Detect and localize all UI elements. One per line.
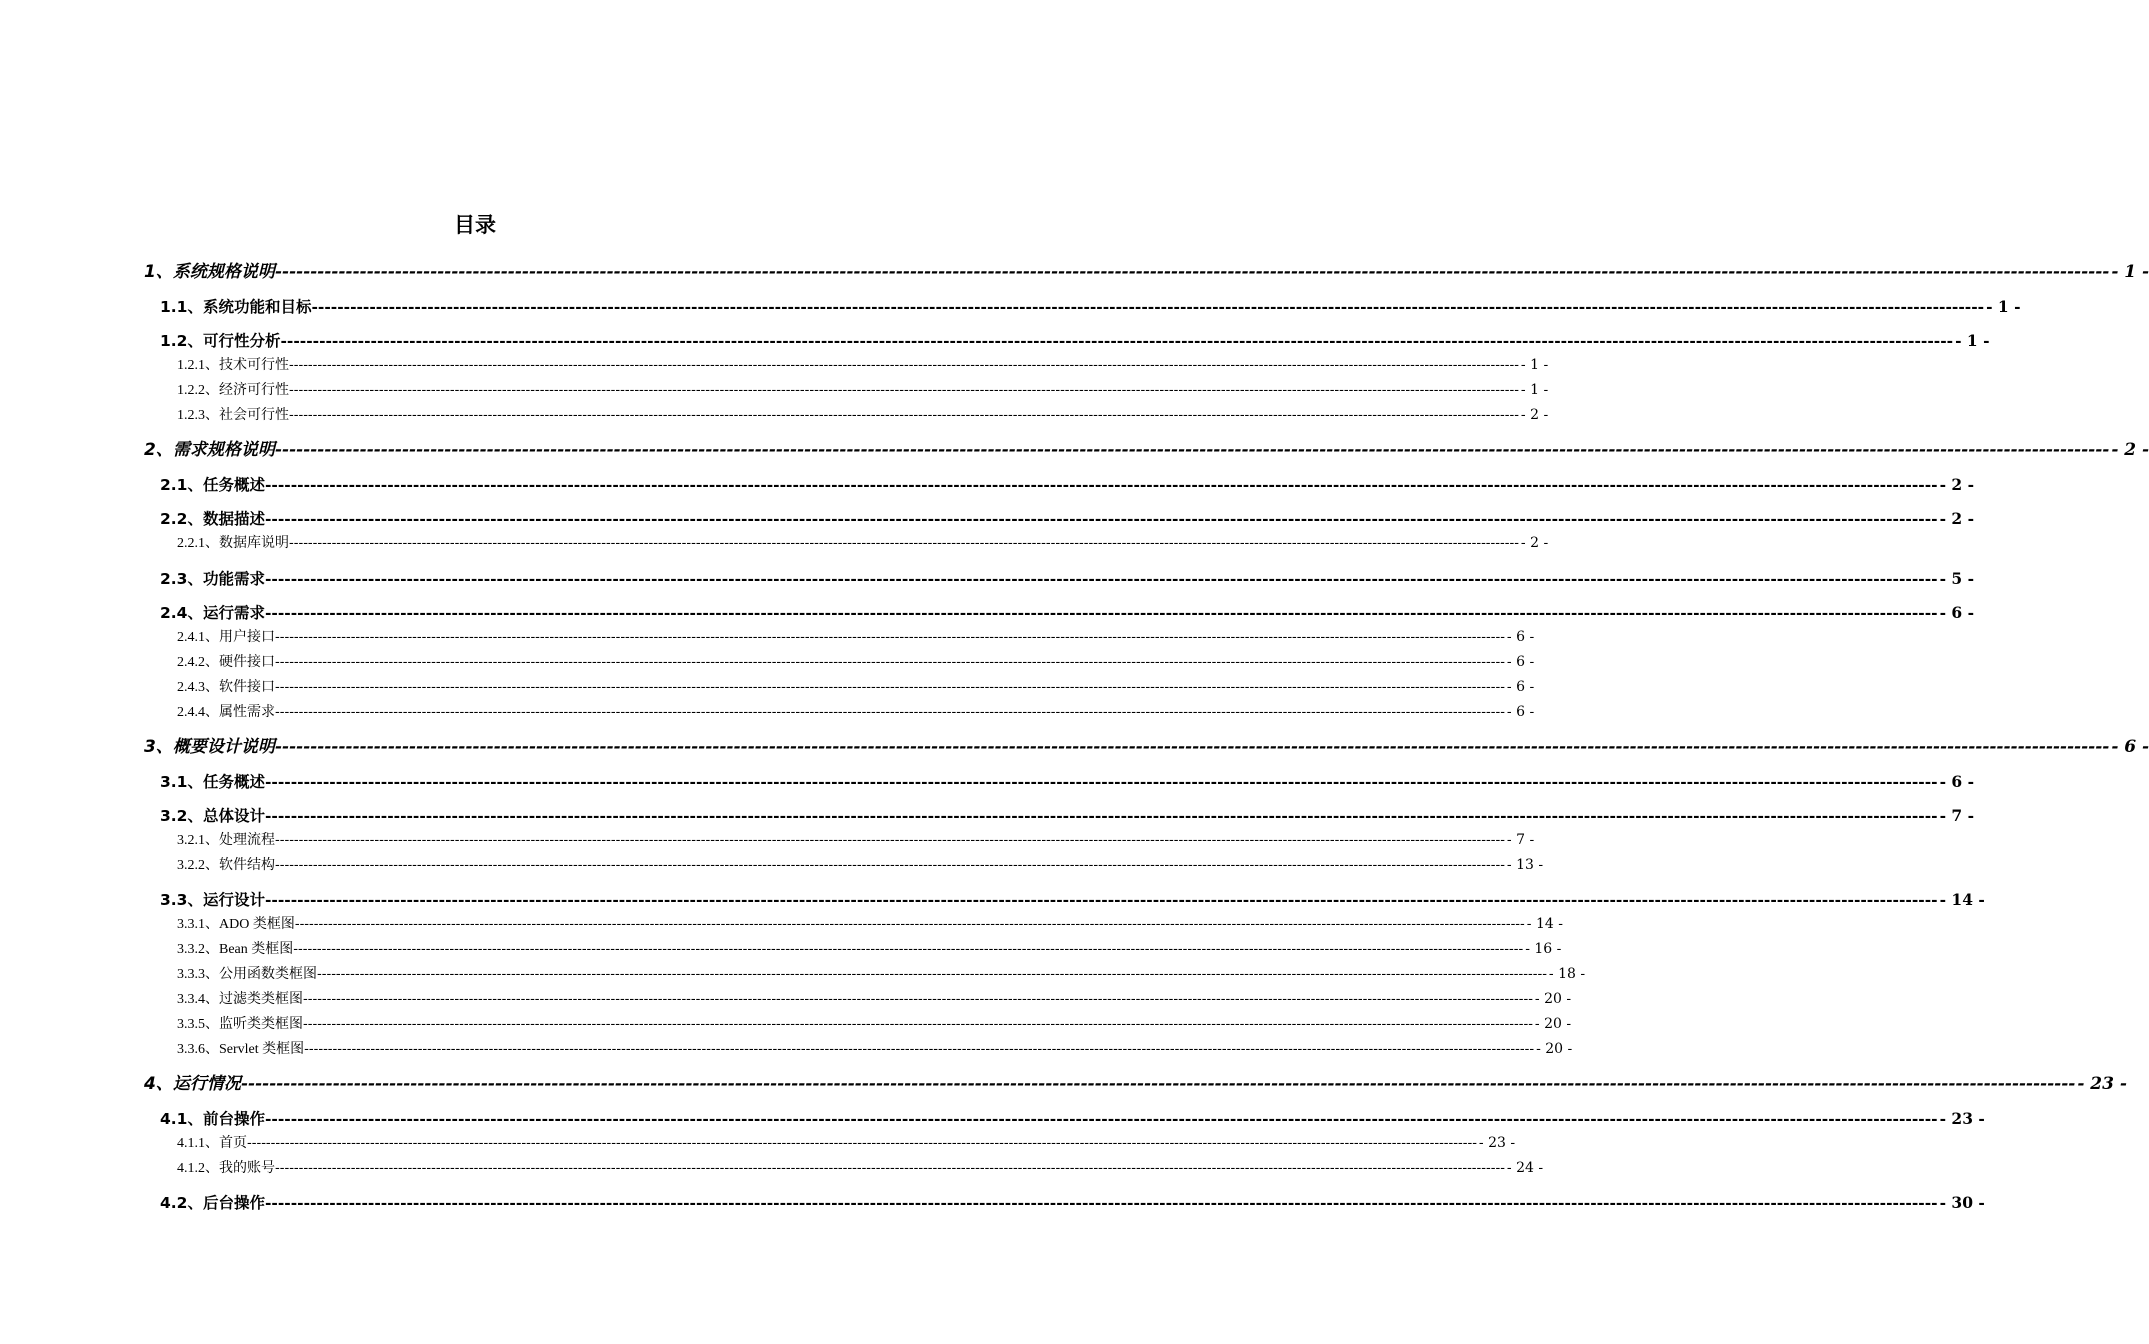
toc-entry[interactable] xyxy=(177,405,1549,426)
toc-entry-page-number: - 18 - xyxy=(1548,966,1586,982)
toc-entry-page-number: - 14 - xyxy=(1526,916,1563,932)
toc-entry-page-number: - 20 - xyxy=(1534,991,1572,1007)
dot-leader: -------------------------------------------------------------------------------------------------------------------------------------------------------------------------------------------------------------------------------------------------------------------- xyxy=(275,832,1505,848)
toc-entry-label: 4.1、前台操作 xyxy=(160,1110,265,1128)
toc-entry-label: 1.2.1、技术可行性 xyxy=(177,358,289,373)
toc-entry-label: 3.1、任务概述 xyxy=(160,773,265,791)
toc-entry[interactable] xyxy=(160,805,1975,827)
toc-entry-page-number: - 23 - xyxy=(2077,1074,2127,1094)
toc-entry-label: 4.2、后台操作 xyxy=(160,1194,265,1212)
toc-entry-label: 2.2.1、数据库说明 xyxy=(177,536,289,551)
dot-leader: -------------------------------------------------------------------------------------------------------------------------------------------------------------------------------------------------------------------------------------------------------------------- xyxy=(264,806,1938,825)
toc-entry[interactable] xyxy=(160,1108,1985,1130)
toc-entry[interactable] xyxy=(160,296,2021,318)
toc-entry-page-number: - 23 - xyxy=(1939,1109,1985,1128)
dot-leader: -------------------------------------------------------------------------------------------------------------------------------------------------------------------------------------------------------------------------------------------------------------------- xyxy=(275,679,1505,695)
toc-entry[interactable] xyxy=(177,939,1562,960)
dot-leader: -------------------------------------------------------------------------------------------------------------------------------------------------------------------------------------------------------------------------------------------------------------------- xyxy=(275,857,1505,873)
dot-leader: -------------------------------------------------------------------------------------------------------------------------------------------------------------------------------------------------------------------------------------------------------------------- xyxy=(289,357,1519,373)
toc-entry[interactable] xyxy=(177,627,1535,648)
toc-entry-page-number: - 6 - xyxy=(1506,654,1535,670)
toc-entry-label: 1.1、系统功能和目标 xyxy=(160,298,312,316)
dot-leader: -------------------------------------------------------------------------------------------------------------------------------------------------------------------------------------------------------------------------------------------------------------------- xyxy=(264,890,1938,909)
dot-leader: -------------------------------------------------------------------------------------------------------------------------------------------------------------------------------------------------------------------------------------------------------------------- xyxy=(275,629,1505,645)
dot-leader: -------------------------------------------------------------------------------------------------------------------------------------------------------------------------------------------------------------------------------------------------------------------- xyxy=(264,475,1938,494)
dot-leader: -------------------------------------------------------------------------------------------------------------------------------------------------------------------------------------------------------------------------------------------------------------------- xyxy=(317,966,1547,982)
toc-entry-page-number: - 1 - xyxy=(1520,357,1549,373)
toc-entry[interactable] xyxy=(177,830,1535,851)
dot-leader: -------------------------------------------------------------------------------------------------------------------------------------------------------------------------------------------------------------------------------------------------------------------- xyxy=(264,772,1938,791)
toc-entry[interactable] xyxy=(160,474,1975,496)
toc-entry-label: 3.3、运行设计 xyxy=(160,891,265,909)
toc-entry[interactable] xyxy=(177,533,1549,554)
toc-entry-page-number: - 23 - xyxy=(1478,1135,1516,1151)
toc-entry-page-number: - 2 - xyxy=(1939,475,1975,494)
toc-entry-page-number: - 7 - xyxy=(1506,832,1535,848)
dot-leader: -------------------------------------------------------------------------------------------------------------------------------------------------------------------------------------------------------------------------------------------------------------------- xyxy=(275,1160,1505,1176)
toc-entry-page-number: - 14 - xyxy=(1939,890,1985,909)
dot-leader: -------------------------------------------------------------------------------------------------------------------------------------------------------------------------------------------------------------------------------------------------------------------- xyxy=(274,262,2110,282)
toc-entry-label: 2.1、任务概述 xyxy=(160,476,265,494)
toc-entry[interactable] xyxy=(177,1133,1516,1154)
dot-leader: -------------------------------------------------------------------------------------------------------------------------------------------------------------------------------------------------------------------------------------------------------------------- xyxy=(289,382,1519,398)
toc-entry[interactable] xyxy=(144,261,2149,283)
toc-entry-page-number: - 6 - xyxy=(1506,704,1535,720)
dot-leader: -------------------------------------------------------------------------------------------------------------------------------------------------------------------------------------------------------------------------------------------------------------------- xyxy=(294,916,1525,932)
dot-leader: -------------------------------------------------------------------------------------------------------------------------------------------------------------------------------------------------------------------------------------------------------------------- xyxy=(275,704,1505,720)
toc-entry[interactable] xyxy=(177,964,1586,985)
toc-entry-page-number: - 2 - xyxy=(1520,535,1549,551)
toc-entry-label: 3、概要设计说明 xyxy=(144,737,275,757)
toc-entry[interactable] xyxy=(177,1039,1573,1060)
page-title: 目录 xyxy=(454,213,496,237)
dot-leader: -------------------------------------------------------------------------------------------------------------------------------------------------------------------------------------------------------------------------------------------------------------------- xyxy=(280,331,1954,350)
toc-entry-page-number: - 6 - xyxy=(1939,772,1975,791)
toc-entry-page-number: - 1 - xyxy=(1955,331,1990,350)
dot-leader: -------------------------------------------------------------------------------------------------------------------------------------------------------------------------------------------------------------------------------------------------------------------- xyxy=(264,569,1938,588)
toc-entry-label: 2.3、功能需求 xyxy=(160,570,265,588)
dot-leader: -------------------------------------------------------------------------------------------------------------------------------------------------------------------------------------------------------------------------------------------------------------------- xyxy=(274,737,2110,757)
dot-leader: -------------------------------------------------------------------------------------------------------------------------------------------------------------------------------------------------------------------------------------------------------------------- xyxy=(240,1074,2076,1094)
toc-entry[interactable] xyxy=(160,330,1990,352)
dot-leader: -------------------------------------------------------------------------------------------------------------------------------------------------------------------------------------------------------------------------------------------------------------------- xyxy=(303,1016,1533,1032)
toc-entry-page-number: - 6 - xyxy=(2111,737,2149,757)
toc-entry[interactable] xyxy=(177,989,1572,1010)
toc-entry-label: 3.3.2、Bean 类框图 xyxy=(177,942,294,957)
toc-entry-label: 1、系统规格说明 xyxy=(144,262,275,282)
toc-entry-page-number: - 2 - xyxy=(2111,440,2149,460)
dot-leader: -------------------------------------------------------------------------------------------------------------------------------------------------------------------------------------------------------------------------------------------------------------------- xyxy=(274,440,2110,460)
toc-entry[interactable] xyxy=(177,1158,1544,1179)
toc-entry[interactable] xyxy=(160,889,1985,911)
toc-entry[interactable] xyxy=(160,508,1975,530)
dot-leader: -------------------------------------------------------------------------------------------------------------------------------------------------------------------------------------------------------------------------------------------------------------------- xyxy=(264,1109,1938,1128)
toc-entry-page-number: - 2 - xyxy=(1520,407,1549,423)
toc-entry-page-number: - 13 - xyxy=(1506,857,1544,873)
toc-entry-page-number: - 20 - xyxy=(1536,1041,1573,1057)
toc-entry-label: 3.3.1、ADO 类框图 xyxy=(177,917,295,932)
toc-entry-page-number: - 2 - xyxy=(1939,509,1975,528)
toc-entry-page-number: - 6 - xyxy=(1506,679,1535,695)
toc-entry-page-number: - 1 - xyxy=(2111,262,2149,282)
toc-entry[interactable] xyxy=(160,771,1975,793)
toc-entry[interactable] xyxy=(160,602,1975,624)
toc-entry-label: 2、需求规格说明 xyxy=(144,440,275,460)
toc-entry[interactable] xyxy=(177,1014,1572,1035)
toc-entry-label: 1.2、可行性分析 xyxy=(160,332,281,350)
toc-entry-page-number: - 1 - xyxy=(1986,297,2021,316)
toc-entry[interactable] xyxy=(177,914,1563,935)
toc-entry[interactable] xyxy=(177,355,1549,376)
dot-leader: -------------------------------------------------------------------------------------------------------------------------------------------------------------------------------------------------------------------------------------------------------------------- xyxy=(289,535,1519,551)
toc-entry-label: 2.4.1、用户接口 xyxy=(177,630,275,645)
toc-entry-label: 2.4.2、硬件接口 xyxy=(177,655,275,670)
toc-entry-page-number: - 30 - xyxy=(1939,1193,1985,1212)
toc-entry-label: 3.2.2、软件结构 xyxy=(177,858,275,873)
dot-leader: -------------------------------------------------------------------------------------------------------------------------------------------------------------------------------------------------------------------------------------------------------------------- xyxy=(275,654,1505,670)
toc-entry-label: 2.2、数据描述 xyxy=(160,510,265,528)
dot-leader: -------------------------------------------------------------------------------------------------------------------------------------------------------------------------------------------------------------------------------------------------------------------- xyxy=(264,1193,1938,1212)
toc-entry[interactable] xyxy=(144,1073,2127,1095)
toc-entry-page-number: - 6 - xyxy=(1939,603,1975,622)
toc-entry-page-number: - 5 - xyxy=(1939,569,1975,588)
toc-entry[interactable] xyxy=(177,380,1549,401)
dot-leader: -------------------------------------------------------------------------------------------------------------------------------------------------------------------------------------------------------------------------------------------------------------------- xyxy=(303,991,1533,1007)
toc-entry-label: 4、运行情况 xyxy=(144,1074,241,1094)
toc-entry[interactable] xyxy=(160,568,1975,590)
toc-entry-label: 3.2.1、处理流程 xyxy=(177,833,275,848)
toc-entry-label: 3.3.6、Servlet 类框图 xyxy=(177,1042,305,1057)
dot-leader: -------------------------------------------------------------------------------------------------------------------------------------------------------------------------------------------------------------------------------------------------------------------- xyxy=(293,941,1524,957)
toc-entry-label: 2.4.4、属性需求 xyxy=(177,705,275,720)
toc-entry-page-number: - 20 - xyxy=(1534,1016,1572,1032)
toc-entry-label: 3.3.5、监听类类框图 xyxy=(177,1017,303,1032)
dot-leader: -------------------------------------------------------------------------------------------------------------------------------------------------------------------------------------------------------------------------------------------------------------------- xyxy=(289,407,1519,423)
toc-entry[interactable] xyxy=(144,439,2149,461)
toc-entry-label: 1.2.3、社会可行性 xyxy=(177,408,289,423)
dot-leader: -------------------------------------------------------------------------------------------------------------------------------------------------------------------------------------------------------------------------------------------------------------------- xyxy=(264,603,1938,622)
toc-entry-label: 3.2、总体设计 xyxy=(160,807,265,825)
toc-entry[interactable] xyxy=(160,1192,1985,1214)
toc-entry[interactable] xyxy=(177,702,1535,723)
dot-leader: -------------------------------------------------------------------------------------------------------------------------------------------------------------------------------------------------------------------------------------------------------------------- xyxy=(311,297,1985,316)
dot-leader: -------------------------------------------------------------------------------------------------------------------------------------------------------------------------------------------------------------------------------------------------------------------- xyxy=(264,509,1938,528)
toc-entry[interactable] xyxy=(177,652,1535,673)
toc-entry[interactable] xyxy=(177,677,1535,698)
toc-entry-page-number: - 24 - xyxy=(1506,1160,1544,1176)
toc-entry-label: 3.3.4、过滤类类框图 xyxy=(177,992,303,1007)
dot-leader: -------------------------------------------------------------------------------------------------------------------------------------------------------------------------------------------------------------------------------------------------------------------- xyxy=(247,1135,1477,1151)
toc-entry-page-number: - 16 - xyxy=(1525,941,1562,957)
toc-entry-label: 2.4.3、软件接口 xyxy=(177,680,275,695)
toc-entry-page-number: - 6 - xyxy=(1506,629,1535,645)
toc-entry-label: 3.3.3、公用函数类框图 xyxy=(177,967,317,982)
toc-entry-page-number: - 7 - xyxy=(1939,806,1975,825)
toc-entry-label: 2.4、运行需求 xyxy=(160,604,265,622)
toc-entry-page-number: - 1 - xyxy=(1520,382,1549,398)
toc-entry-label: 1.2.2、经济可行性 xyxy=(177,383,289,398)
toc-entry-label: 4.1.1、首页 xyxy=(177,1136,247,1151)
dot-leader: -------------------------------------------------------------------------------------------------------------------------------------------------------------------------------------------------------------------------------------------------------------------- xyxy=(304,1041,1535,1057)
toc-entry[interactable] xyxy=(177,855,1544,876)
toc-entry[interactable] xyxy=(144,736,2149,758)
toc-entry-label: 4.1.2、我的账号 xyxy=(177,1161,275,1176)
